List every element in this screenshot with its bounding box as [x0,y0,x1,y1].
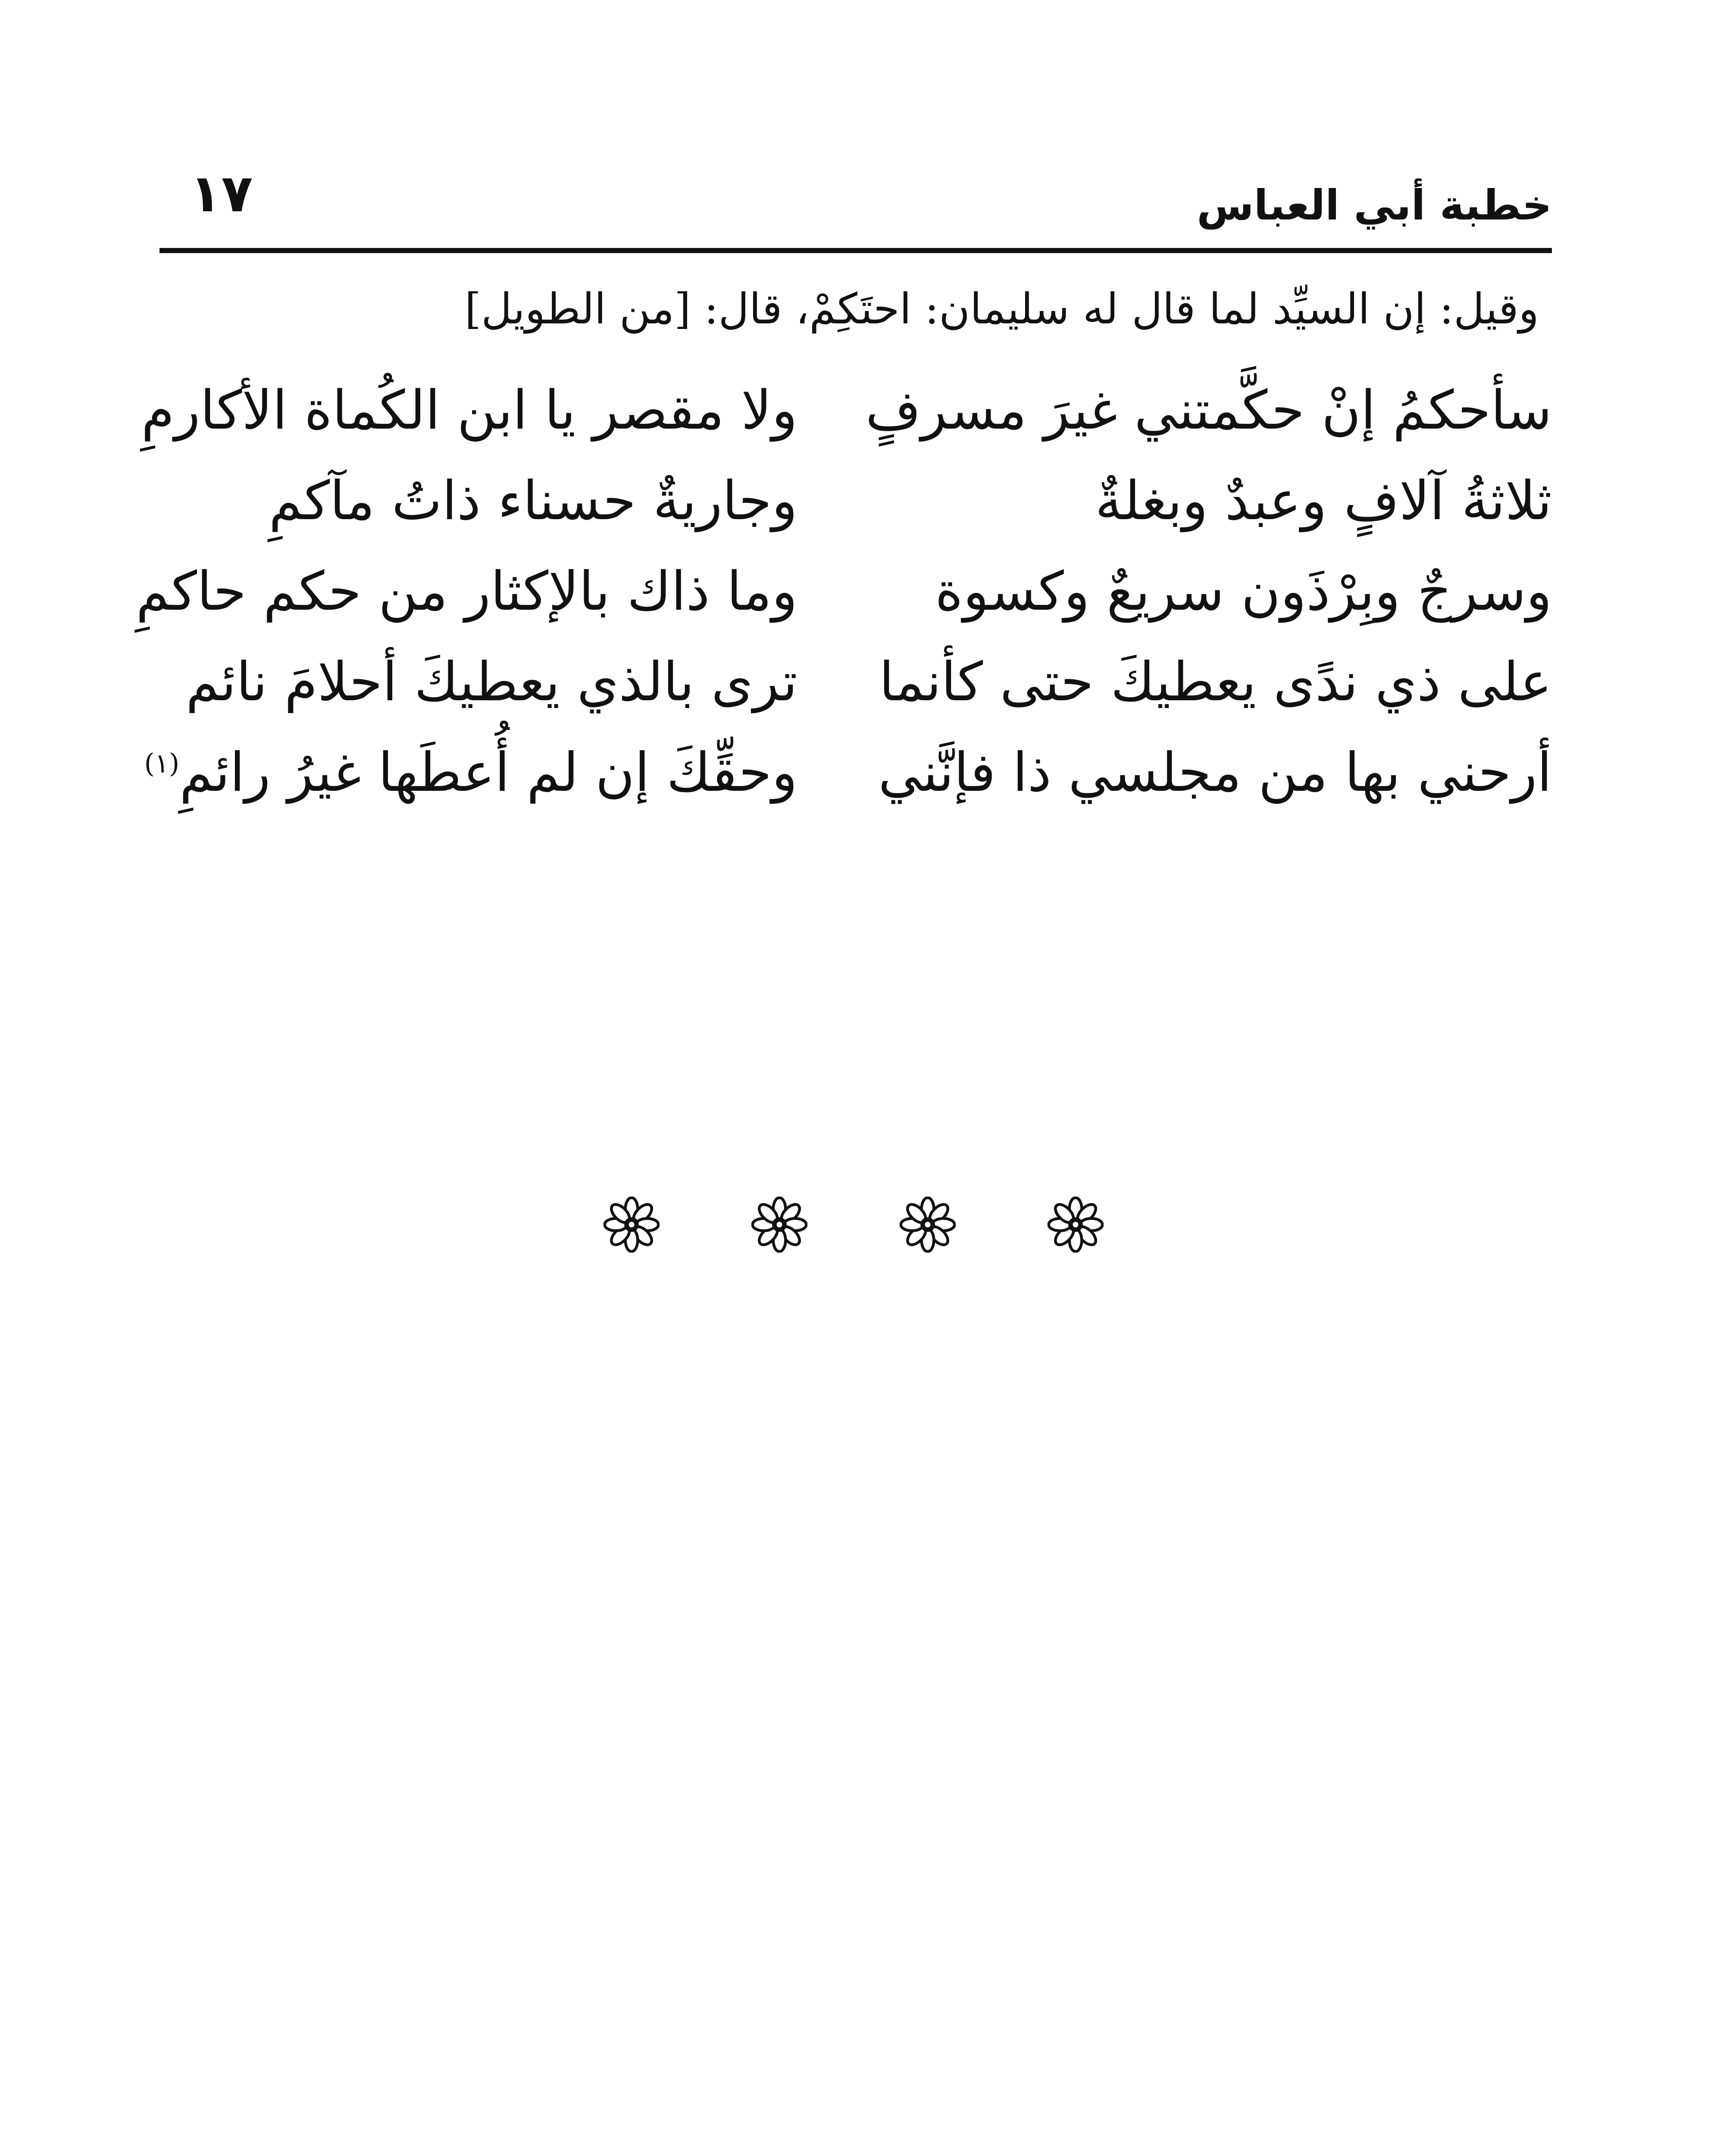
flower-ornament-icon [900,1197,956,1253]
hemistich-second: ترى بالذي يعطيكَ أحلامَ نائم [185,651,798,713]
verse [144,742,1552,832]
poem [136,379,1552,832]
verse [160,470,1552,561]
hemistich-first: أرحني بها من مجلسي ذا فإنَّني [878,742,1552,804]
hemistich-second: ولا مقصر يا ابن الكُماة الأكارمِ [141,379,798,442]
hemistich-first: سأحكمُ إنْ حكَّمتني غيرَ مسرفٍ [865,379,1552,442]
hemistich-second [144,742,798,804]
flower-ornament-icon [604,1197,660,1253]
hemistich-first: على ذي ندًى يعطيكَ حتى كأنما [879,651,1552,713]
hemistich-second: وما ذاك بالإكثار من حكم حاكمِ [136,561,798,623]
section-divider [604,1190,1104,1259]
verse [160,651,1552,742]
flower-ornament-icon [751,1197,807,1253]
verse [141,379,1552,470]
hemistich-first: وسرجٌ وبِرْذَون سريعٌ وكسوة [935,561,1552,623]
running-title: خطبة أبي العباس [1197,181,1552,229]
flower-ornament-icon [1048,1197,1104,1253]
hemistich-second: وجاريةٌ حسناء ذاتُ مآكمِ [269,470,798,532]
hemistich-first: ثلاثةُ آلافٍ وعبدٌ وبغلةٌ [1095,470,1552,532]
hemistich-text: وحقِّكَ إن لم أُعطَها غيرُ رائمِ [179,742,798,804]
footnote-marker: (١) [144,747,180,779]
page-header [160,164,1552,241]
intro-line: وقيل: إن السيِّد لما قال له سليمان: احتَكِمْ، قال: [من الطويل] [465,285,1539,334]
header-rule [160,248,1552,253]
page-number: ١٧ [190,164,253,224]
verse [136,561,1552,651]
